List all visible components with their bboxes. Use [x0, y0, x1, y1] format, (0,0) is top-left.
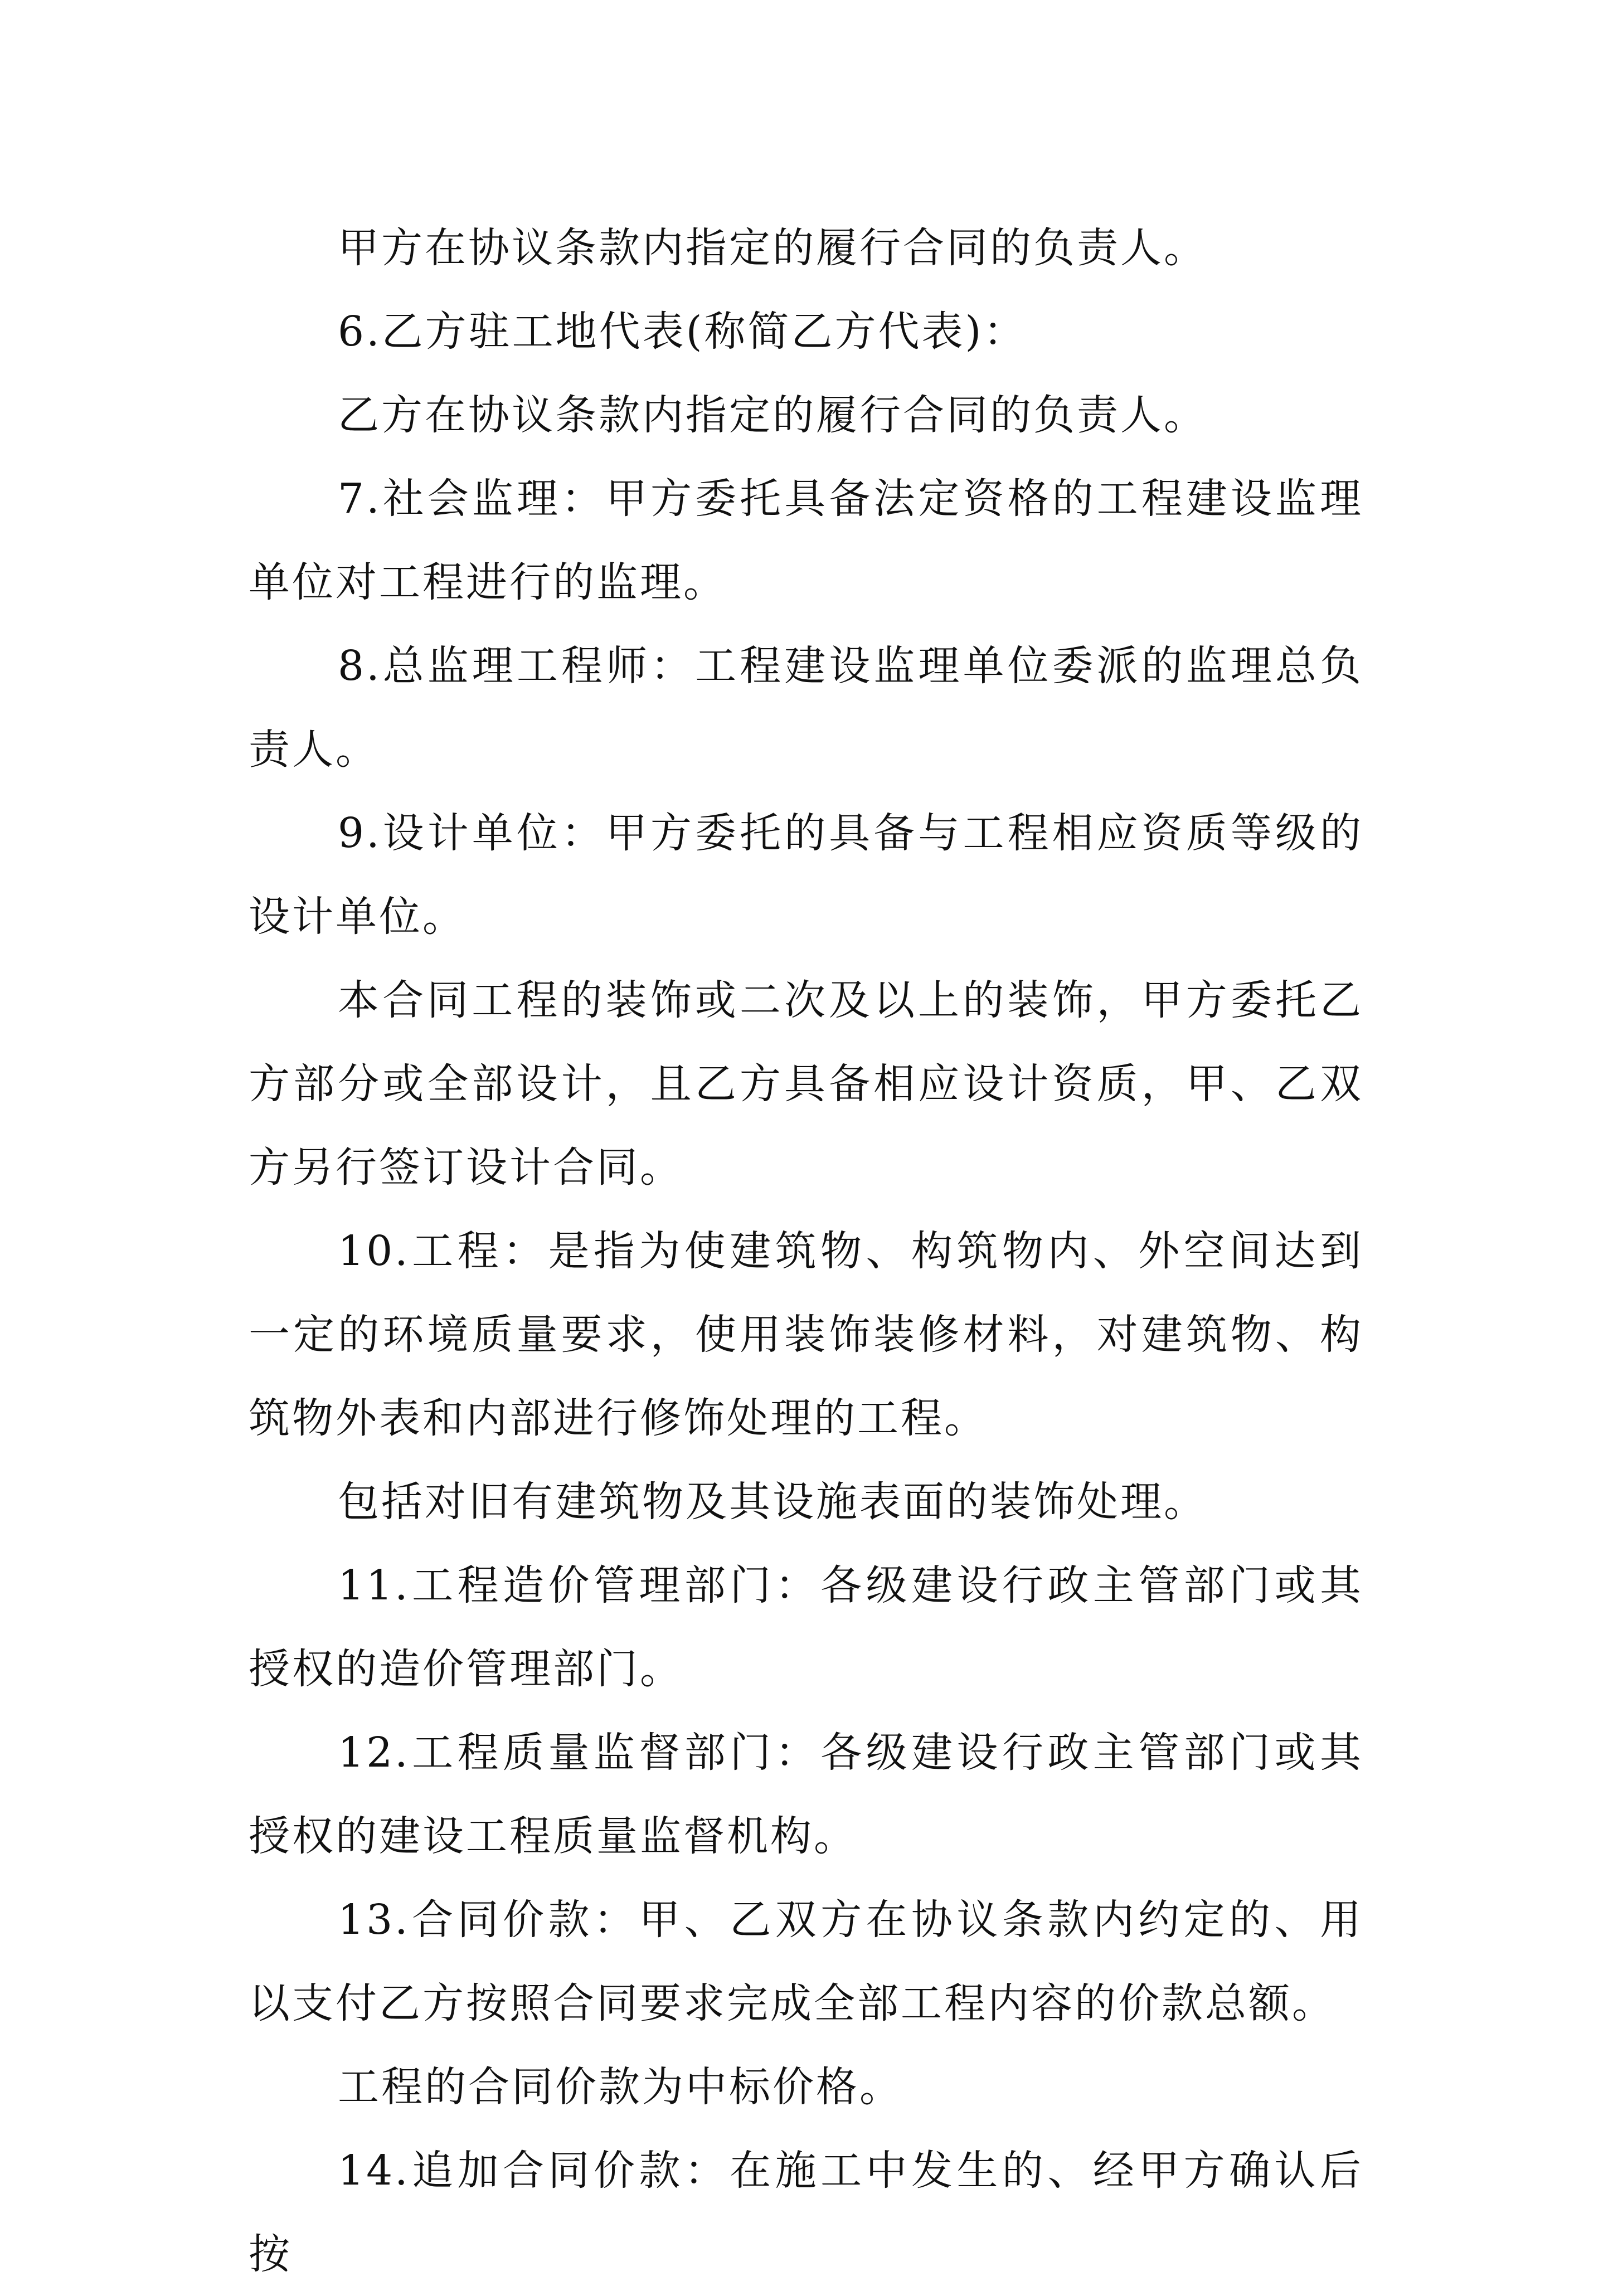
paragraph-item-12-quality-dept: 12.工程质量监督部门：各级建设行政主管部门或其授权的建设工程质量监督机构。 — [249, 1729, 1363, 1860]
paragraph-design-contract: 本合同工程的装饰或二次及以上的装饰，甲方委托乙方部分或全部设计，且乙方具备相应设计资质，甲、乙双方另行签订设计合同。 — [249, 976, 1363, 1191]
paragraph-responsible-person-b: 乙方在协议条款内指定的履行合同的负责人。 — [338, 391, 1207, 439]
paragraph-item-6-b-site-rep: 6.乙方驻工地代表(称简乙方代表)： — [338, 308, 1027, 356]
paragraph-bid-price: 工程的合同价款为中标价格。 — [338, 2063, 903, 2111]
paragraph-item-14-additional-price: 14.追加合同价款：在施工中发生的、经甲方确认后按 — [249, 2147, 1363, 2278]
paragraph-old-buildings: 包括对旧有建筑物及其设施表面的装饰处理。 — [338, 1478, 1207, 1526]
paragraph-item-8-chief-engineer: 8.总监理工程师：工程建设监理单位委派的监理总负责人。 — [249, 642, 1363, 774]
paragraph-item-13-contract-price: 13.合同价款：甲、乙双方在协议条款内约定的、用以支付乙方按照合同要求完成全部工程内容的价款总额。 — [249, 1896, 1363, 2027]
paragraph-responsible-person-a: 甲方在协议条款内指定的履行合同的负责人。 — [338, 224, 1207, 272]
paragraph-item-7-supervision: 7.社会监理：甲方委托具备法定资格的工程建设监理单位对工程进行的监理。 — [249, 475, 1363, 606]
paragraph-item-11-cost-dept: 11.工程造价管理部门：各级建设行政主管部门或其授权的造价管理部门。 — [249, 1562, 1363, 1693]
paragraph-item-9-design-unit: 9.设计单位：甲方委托的具备与工程相应资质等级的设计单位。 — [249, 809, 1363, 941]
paragraph-item-10-project: 10.工程：是指为使建筑物、构筑物内、外空间达到一定的环境质量要求，使用装饰装修材料，对建筑物、构筑物外表和内部进行修饰处理的工程。 — [249, 1227, 1363, 1442]
document-page — [249, 206, 1363, 2296]
